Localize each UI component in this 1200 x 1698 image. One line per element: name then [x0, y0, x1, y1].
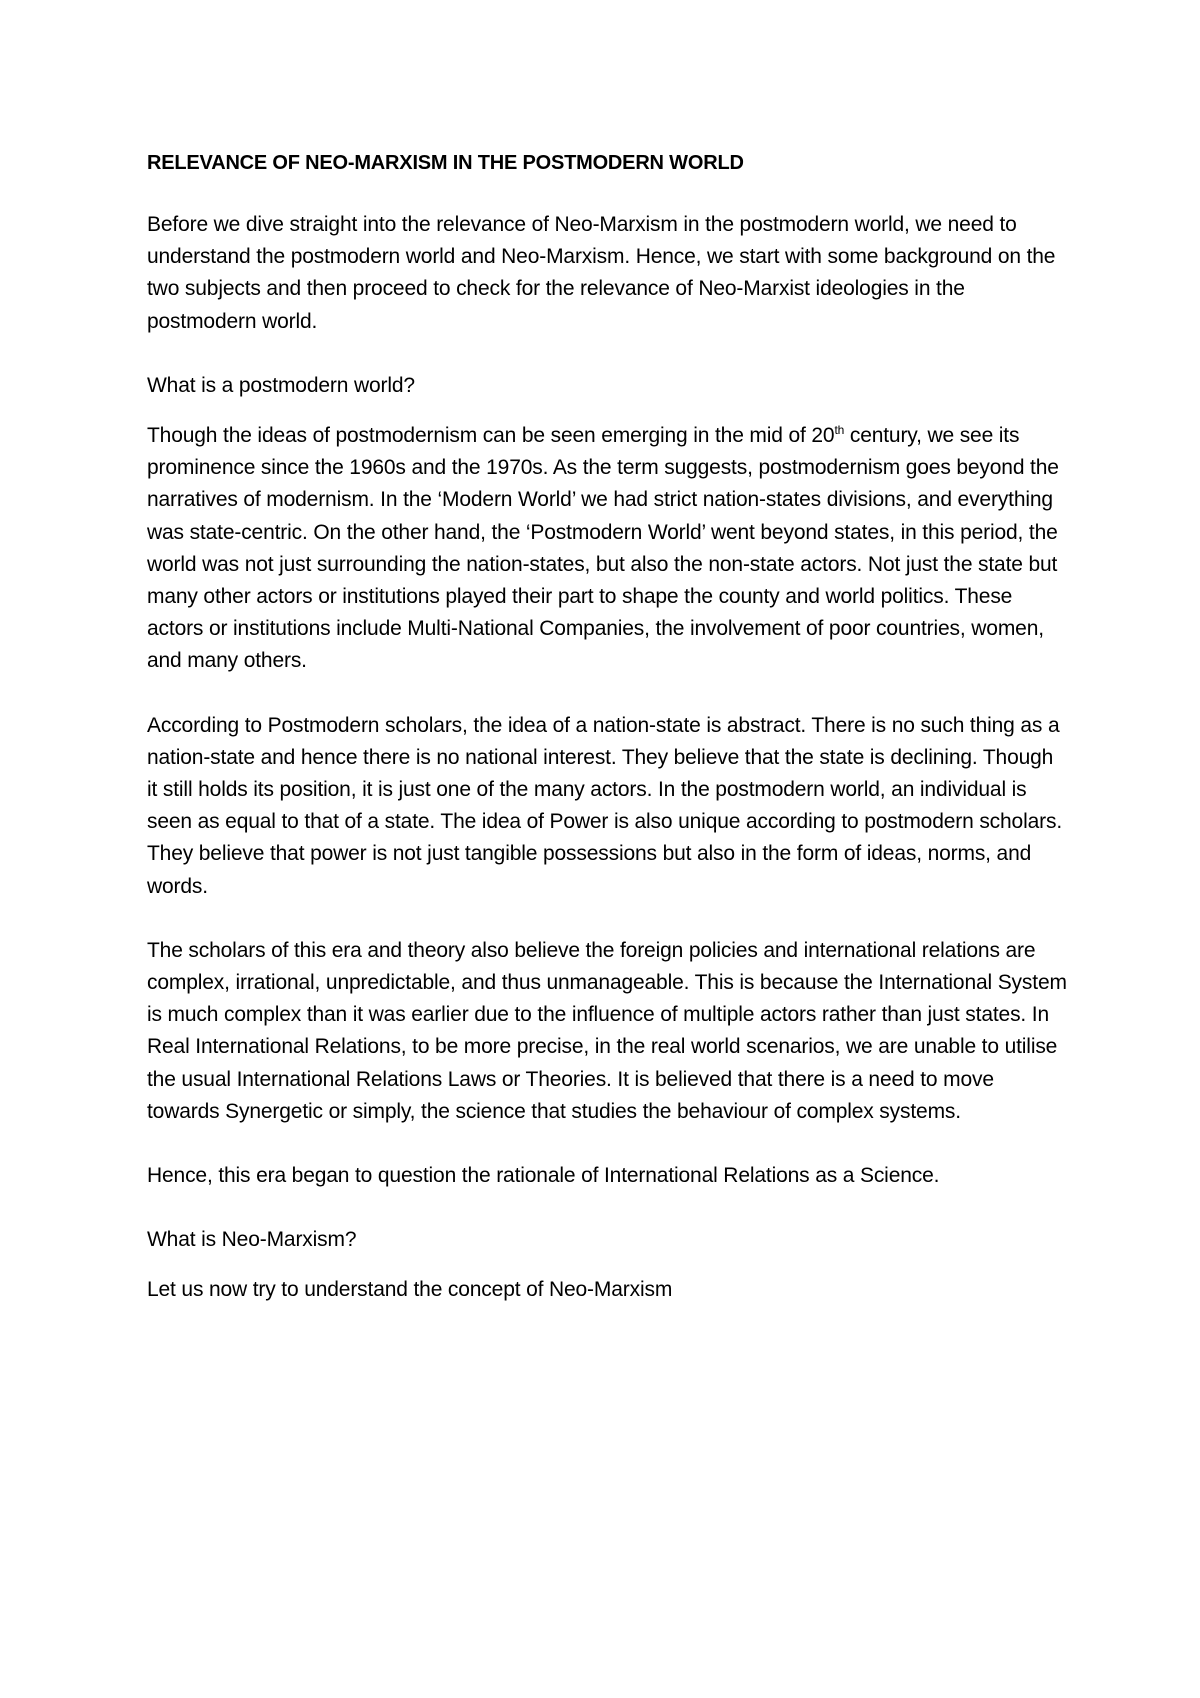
- document-title: RELEVANCE OF NEO-MARXISM IN THE POSTMODERN WORLD: [147, 152, 744, 174]
- document-body: [147, 150, 1067, 1307]
- paragraph-postmodern-scholars: According to Postmodern scholars, the idea of a nation-state is abstract. There is no such thing as a nation-state and hence there is no national interest. They believe that the state is declining. Though it still holds its position, it is just one of the many actors. In the postmodern world, an individual is seen as equal to that of a state. The idea of Power is also unique according to postmodern scholars. They believe that power is not just tangible possessions but also in the form of ideas, norms, and words.: [147, 713, 1063, 898]
- paragraph-postmodern-origins-start: Though the ideas of postmodernism can be seen emerging in the mid of 20: [147, 424, 835, 448]
- paragraph-rationale-question: Hence, this era began to question the rationale of International Relations as a Science.: [147, 1164, 940, 1188]
- heading-postmodern-world: What is a postmodern world?: [147, 373, 415, 397]
- heading-neo-marxism: What is Neo-Marxism?: [147, 1228, 357, 1252]
- superscript-th: th: [834, 423, 845, 438]
- paragraph-postmodern-origins-rest: century, we see its prominence since the 1960s and the 1970s. As the term suggests, postmodernism goes beyond the narratives of modernism. In the ‘Modern World’ we had strict nation-states divisions, and everything was state-centric. On the other hand, the ‘Postmodern World’ went beyond states, in this period, the world was not just surrounding the nation-states, but also the non-state actors. Not just the state but many other actors or institutions played their part to shape the county and world politics. These actors or institutions include Multi-National Companies, the involvement of poor countries, women, and many others.: [147, 424, 1059, 673]
- paragraph-international-system: The scholars of this era and theory also believe the foreign policies and international relations are complex, irrational, unpredictable, and thus unmanageable. This is because the International System is much complex than it was earlier due to the influence of multiple actors rather than just states. In Real International Relations, to be more precise, in the real world scenarios, we are unable to utilise the usual International Relations Laws or Theories. It is believed that there is a need to move towards Synergetic or simply, the science that studies the behaviour of complex systems.: [147, 938, 1067, 1123]
- paragraph-neo-marxism-intro: Let us now try to understand the concept of Neo-Marxism: [147, 1278, 673, 1302]
- paragraph-postmodern-origins: [147, 420, 1067, 678]
- intro-paragraph: Before we dive straight into the relevance of Neo-Marxism in the postmodern world, we need to understand the postmodern world and Neo-Marxism. Hence, we start with some background on the two subjects and then proceed to check for the relevance of Neo-Marxist ideologies in the postmodern world.: [147, 213, 1056, 333]
